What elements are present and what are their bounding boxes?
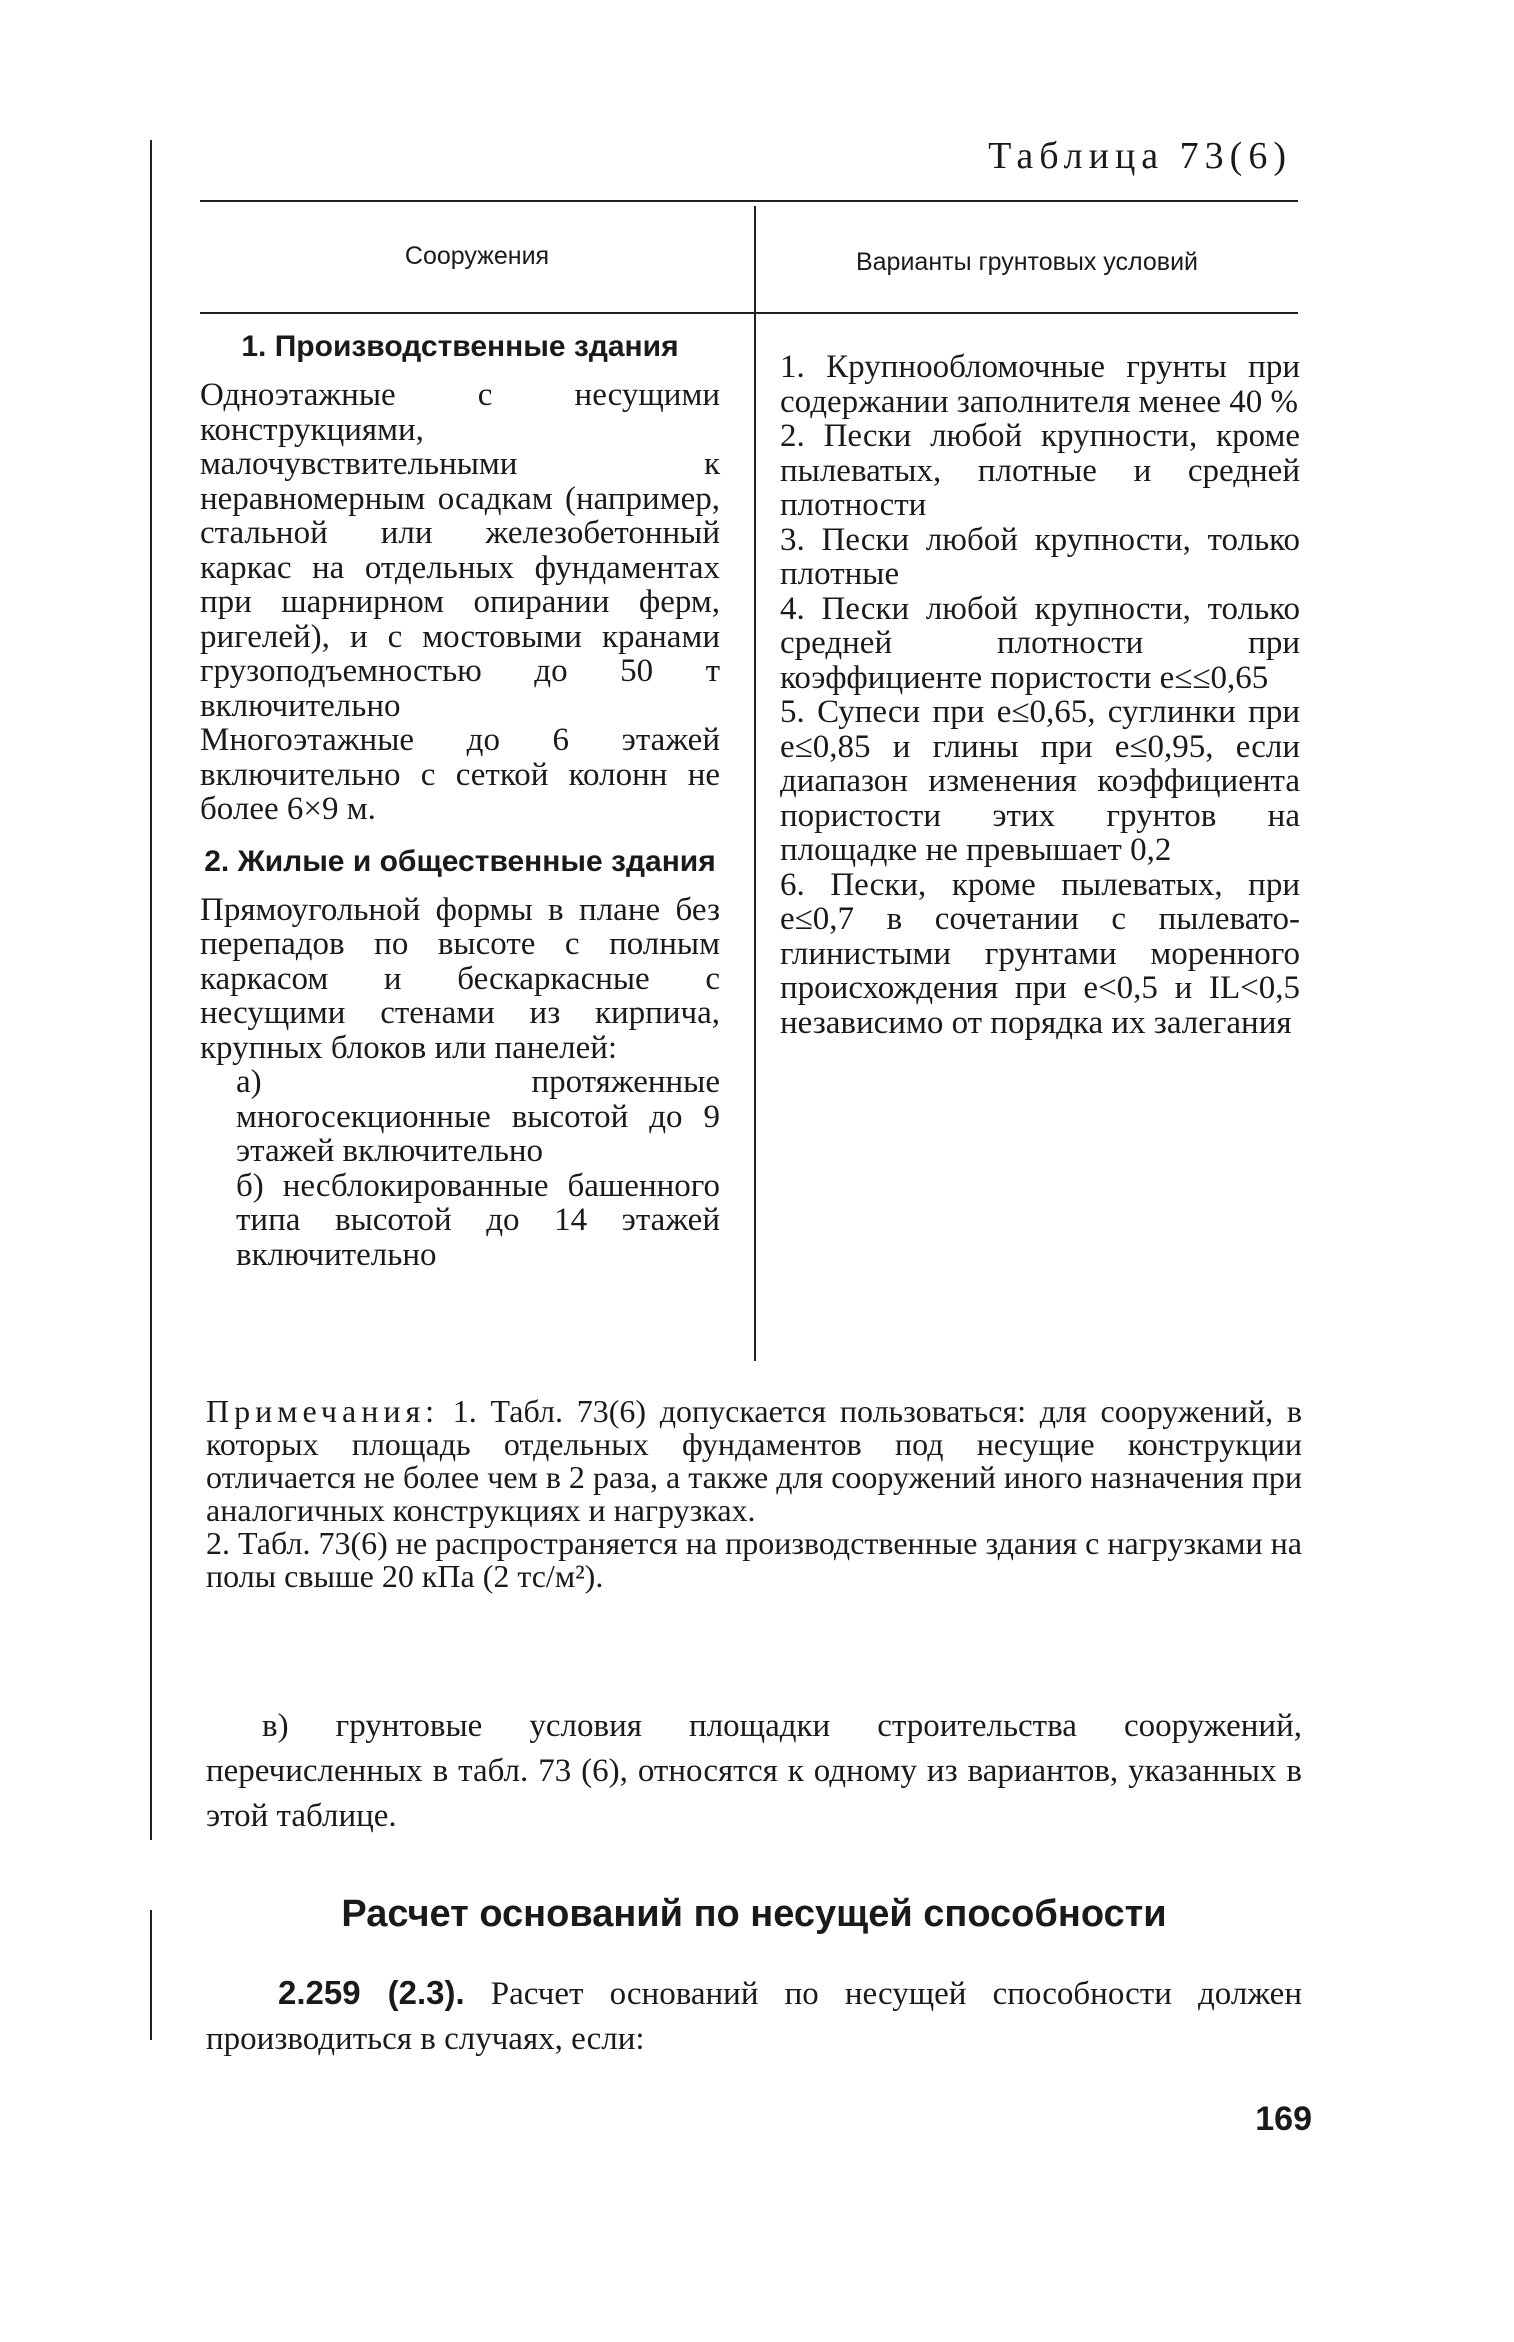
industrial-single-storey-text: Одноэтажные с несущими конструкциями, малочувствительными к неравномерным осадкам (например, стальной или железобетонный каркас на отдельных фундаментах при шарнирном опирании ферм, ригелей), и с мостовыми кранами грузоподъемностью до 50 т включительно xyxy=(200,377,720,724)
residential-text: Прямоугольной формы в плане без перепадов по высоте с полным каркасом и бескаркасные с несущими стенами из кирпича, крупных блоков или панелей: xyxy=(200,891,720,1066)
table-notes xyxy=(206,1395,1302,1593)
soil-variant-4: 4. Пески любой крупности, только средней плотности при коэффициенте пористости е≤≤0,65 xyxy=(780,590,1300,696)
soil-variant-3: 3. Пески любой крупности, только плотные xyxy=(780,521,1300,592)
section-heading: Расчет оснований по несущей способности xyxy=(341,1893,1167,1935)
soil-variant-5: 5. Супеси при е≤0,65, суглинки при е≤0,85 и глины при е≤0,95, если диапазон изменения коэффициента пористости этих грунтов на площадке не превышает 0,2 xyxy=(780,694,1300,868)
margin-line-lower xyxy=(150,1910,152,2040)
table-column-divider xyxy=(754,206,756,1361)
soil-variant-1: 1. Крупнообломочные грунты при содержании заполнителя менее 40 % xyxy=(780,349,1300,420)
soil-variant-2: 2. Пески любой крупности, кроме пылеватых, плотные и средней плотности xyxy=(780,418,1300,523)
soil-variant-6: 6. Пески, кроме пылеватых, при е≤0,7 в сочетании с пылевато-глинистыми грунтами моренного происхождения при е<0,5 и IL<0,5 независимо от порядка их залегания xyxy=(780,866,1300,1041)
note-1-text: 1. Табл. 73(6) допускается пользоваться: для сооружений, в которых площадь отдельных фундаментов под несущие конструкции отличается не более чем в 2 раза, а также для сооружений иного назначения при аналогичных конструкциях и нагрузках. xyxy=(206,1393,1303,1528)
table-header-rule xyxy=(200,312,1298,314)
section-residential-buildings-heading: 2. Жилые и общественные здания xyxy=(204,844,716,878)
residential-item-a: а) протяженные многосекционные высотой до 9 этажей включительно xyxy=(236,1064,720,1169)
paragraph-v xyxy=(206,1704,1302,1839)
industrial-multi-storey-text: Многоэтажные до 6 этажей включительно с сеткой колонн не более 6×9 м. xyxy=(200,722,720,827)
paragraph-259-text xyxy=(206,1970,1302,2062)
notes-lead: Примечания: xyxy=(206,1393,440,1429)
column-header-structures: Сооружения xyxy=(404,242,550,270)
page-number: 169 xyxy=(1255,2100,1312,2138)
table-left-column xyxy=(200,330,720,1272)
note-2: 2. Табл. 73(6) не распространяется на производственные здания с нагрузками на полы свыше 20 кПа (2 тс/м²). xyxy=(206,1525,1302,1594)
paragraph-259-body: Расчет оснований по несущей способности должен производиться в случаях, если: xyxy=(206,1976,1302,2057)
paragraph-259 xyxy=(206,1970,1302,2062)
paragraph-259-number: 2.259 (2.3). xyxy=(278,1974,465,2011)
section-industrial-buildings-heading: 1. Производственные здания xyxy=(241,330,679,363)
note-1 xyxy=(206,1395,1302,1527)
table-right-column xyxy=(780,350,1300,1040)
column-header-soil-conditions: Варианты грунтовых условий xyxy=(855,248,1199,276)
table-title: Таблица 73(6) xyxy=(988,135,1292,177)
residential-item-b: б) несблокированные башенного типа высотой до 14 этажей включительно xyxy=(236,1167,720,1273)
margin-line-upper xyxy=(150,140,152,1840)
paragraph-v-text: в) грунтовые условия площадки строительства сооружений, перечисленных в табл. 73 (6), относятся к одному из вариантов, указанных в этой таблице. xyxy=(206,1708,1302,1834)
table-top-rule xyxy=(200,200,1298,202)
